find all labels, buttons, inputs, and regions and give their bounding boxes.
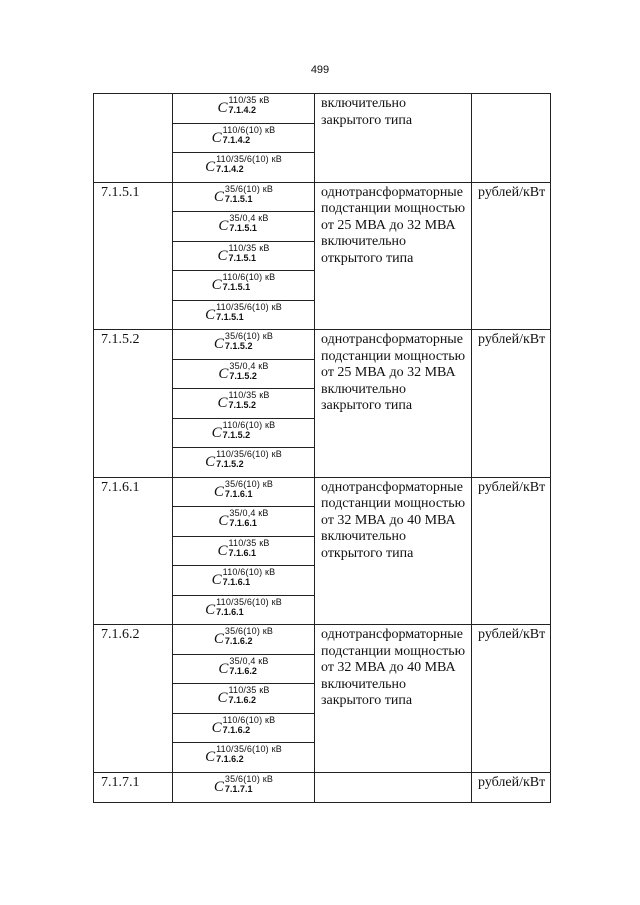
row-description: однотрансформаторные подстанции мощностью от 32 МВА до 40 МВА включительно открытого типа <box>315 477 472 625</box>
formula-symbol: C <box>205 454 216 471</box>
row-unit: рублей/кВт <box>472 477 551 625</box>
formula-voltage: 35/6(10) кВ <box>224 183 274 194</box>
row-unit <box>472 94 551 183</box>
rate-formula <box>205 449 282 475</box>
rate-formula <box>217 95 269 121</box>
rate-formula <box>218 213 268 239</box>
formula-index: 7.1.6.1 <box>216 606 244 617</box>
formula-cell <box>173 654 315 684</box>
formula-voltage: 110/35/6(10) кВ <box>216 596 282 607</box>
rate-formula <box>205 154 282 180</box>
rate-formula <box>214 626 273 652</box>
row-code: 7.1.5.1 <box>94 182 173 330</box>
formula-cell <box>173 241 315 271</box>
formula-symbol: C <box>211 129 222 146</box>
rate-formula <box>217 538 269 564</box>
formula-voltage: 110/35/6(10) кВ <box>216 301 282 312</box>
formula-symbol: C <box>211 277 222 294</box>
formula-index: 7.1.5.1 <box>229 223 257 234</box>
formula-voltage: 110/6(10) кВ <box>222 567 276 578</box>
rate-formula <box>212 272 276 298</box>
formula-index: 7.1.7.1 <box>224 784 253 794</box>
formula-index: 7.1.6.2 <box>222 724 251 735</box>
formula-symbol: C <box>211 572 222 589</box>
formula-index: 7.1.4.2 <box>222 134 251 145</box>
formula-symbol: C <box>211 424 222 441</box>
row-description: однотрансформаторные подстанции мощностью от 25 МВА до 32 МВА включительно открытого типа <box>315 182 472 330</box>
rate-formula <box>205 744 282 770</box>
formula-index: 7.1.6.1 <box>229 518 257 529</box>
formula-cell <box>173 389 315 419</box>
formula-symbol: C <box>205 159 216 176</box>
table-row <box>94 330 551 360</box>
formula-index: 7.1.5.2 <box>229 370 257 381</box>
formula-voltage: 35/0,4 кВ <box>229 360 269 371</box>
tariff-table <box>93 93 551 803</box>
formula-cell <box>173 94 315 124</box>
formula-voltage: 110/6(10) кВ <box>222 714 276 725</box>
row-unit: рублей/кВт <box>472 182 551 330</box>
formula-cell <box>173 359 315 389</box>
formula-symbol: C <box>213 188 224 205</box>
formula-index: 7.1.4.2 <box>228 105 256 116</box>
formula-voltage: 110/35 кВ <box>228 390 270 401</box>
rate-formula <box>217 390 269 416</box>
formula-symbol: C <box>213 483 224 500</box>
formula-voltage: 110/35/6(10) кВ <box>216 154 282 165</box>
formula-cell <box>173 713 315 743</box>
formula-voltage: 110/6(10) кВ <box>222 272 276 283</box>
formula-voltage: 35/0,4 кВ <box>229 508 269 519</box>
formula-symbol: C <box>218 513 229 530</box>
rate-formula <box>205 302 282 328</box>
rate-formula <box>218 656 268 682</box>
formula-symbol: C <box>205 306 216 323</box>
formula-index: 7.1.6.1 <box>222 577 251 588</box>
formula-cell <box>173 212 315 242</box>
formula-symbol: C <box>217 247 228 264</box>
row-description: однотрансформаторные подстанции мощностью от 32 МВА до 40 МВА включительно закрытого типа <box>315 625 472 773</box>
formula-symbol: C <box>213 631 224 648</box>
formula-index: 7.1.6.2 <box>224 636 253 647</box>
row-code: 7.1.5.2 <box>94 330 173 478</box>
formula-cell <box>173 477 315 507</box>
formula-voltage: 110/6(10) кВ <box>222 124 276 135</box>
row-unit: рублей/кВт <box>472 772 551 802</box>
rate-formula <box>212 715 276 741</box>
row-code: 7.1.6.1 <box>94 477 173 625</box>
formula-cell <box>173 536 315 566</box>
formula-cell <box>173 300 315 330</box>
rate-formula <box>212 125 276 151</box>
rate-formula <box>214 184 273 210</box>
formula-voltage: 110/35 кВ <box>228 242 270 253</box>
formula-index: 7.1.4.2 <box>216 164 244 175</box>
formula-index: 7.1.6.1 <box>228 547 256 558</box>
formula-index: 7.1.5.2 <box>224 341 253 352</box>
rate-formula <box>214 479 273 505</box>
formula-cell <box>173 271 315 301</box>
formula-voltage: 35/6(10) кВ <box>224 774 274 784</box>
table-row <box>94 477 551 507</box>
formula-index: 7.1.6.1 <box>224 488 253 499</box>
formula-symbol: C <box>205 601 216 618</box>
formula-cell <box>173 448 315 478</box>
formula-cell <box>173 418 315 448</box>
table-row <box>94 625 551 655</box>
formula-index: 7.1.5.2 <box>216 459 244 470</box>
formula-cell <box>173 684 315 714</box>
formula-symbol: C <box>218 365 229 382</box>
formula-index: 7.1.5.1 <box>222 282 251 293</box>
formula-voltage: 110/35 кВ <box>228 537 270 548</box>
formula-index: 7.1.5.1 <box>228 252 256 263</box>
formula-cell <box>173 772 315 802</box>
formula-index: 7.1.6.2 <box>228 695 256 706</box>
row-unit: рублей/кВт <box>472 625 551 773</box>
rate-formula <box>218 361 268 387</box>
formula-voltage: 110/35 кВ <box>228 95 270 106</box>
formula-voltage: 110/35/6(10) кВ <box>216 744 282 755</box>
formula-cell <box>173 123 315 153</box>
rate-formula <box>214 774 273 800</box>
table-row <box>94 182 551 212</box>
row-code: 7.1.6.2 <box>94 625 173 773</box>
formula-voltage: 35/0,4 кВ <box>229 213 269 224</box>
formula-voltage: 35/6(10) кВ <box>224 478 274 489</box>
formula-cell <box>173 507 315 537</box>
formula-symbol: C <box>205 749 216 766</box>
rate-formula <box>218 508 268 534</box>
formula-symbol: C <box>218 660 229 677</box>
rate-formula <box>217 243 269 269</box>
formula-voltage: 35/6(10) кВ <box>224 626 274 637</box>
formula-symbol: C <box>217 100 228 117</box>
formula-symbol: C <box>213 779 224 795</box>
rate-formula <box>205 597 282 623</box>
rate-formula <box>212 420 276 446</box>
formula-symbol: C <box>217 542 228 559</box>
row-description: однотрансформаторные подстанции мощностью от 25 МВА до 32 МВА включительно закрытого типа <box>315 330 472 478</box>
row-code <box>94 94 173 183</box>
row-code: 7.1.7.1 <box>94 772 173 802</box>
formula-cell <box>173 330 315 360</box>
formula-index: 7.1.5.1 <box>224 193 253 204</box>
formula-symbol: C <box>218 218 229 235</box>
page-number: 499 <box>310 64 330 76</box>
formula-cell <box>173 743 315 773</box>
formula-symbol: C <box>217 395 228 412</box>
formula-voltage: 110/6(10) кВ <box>222 419 276 430</box>
row-unit: рублей/кВт <box>472 330 551 478</box>
formula-cell <box>173 625 315 655</box>
rate-formula <box>214 331 273 357</box>
formula-index: 7.1.5.2 <box>228 400 256 411</box>
rate-formula <box>212 567 276 593</box>
formula-cell <box>173 595 315 625</box>
formula-index: 7.1.5.2 <box>222 429 251 440</box>
formula-symbol: C <box>217 690 228 707</box>
row-description: включительно закрытого типа <box>315 94 472 183</box>
formula-index: 7.1.6.2 <box>216 754 244 765</box>
formula-cell <box>173 153 315 183</box>
formula-symbol: C <box>211 719 222 736</box>
formula-symbol: C <box>213 336 224 353</box>
formula-voltage: 35/0,4 кВ <box>229 655 269 666</box>
row-description <box>315 772 472 802</box>
rate-formula <box>217 685 269 711</box>
formula-cell <box>173 182 315 212</box>
formula-index: 7.1.5.1 <box>216 311 244 322</box>
formula-voltage: 110/35 кВ <box>228 685 270 696</box>
table-row <box>94 94 551 124</box>
formula-cell <box>173 566 315 596</box>
table-row <box>94 772 551 802</box>
formula-voltage: 35/6(10) кВ <box>224 331 274 342</box>
formula-voltage: 110/35/6(10) кВ <box>216 449 282 460</box>
formula-index: 7.1.6.2 <box>229 665 257 676</box>
